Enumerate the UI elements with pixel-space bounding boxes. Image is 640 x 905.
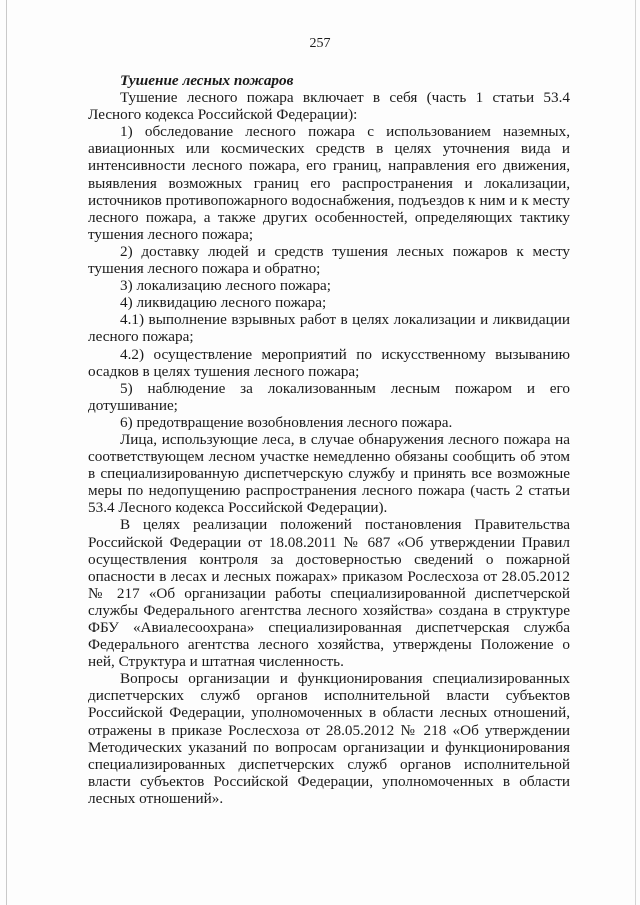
scan-edge-right <box>635 0 636 905</box>
page-number: 257 <box>309 36 331 51</box>
paragraph-intro: Тушение лесного пожара включает в себя (часть 1 статьи 53.4 Лесного кодекса Российской Федерации): <box>88 89 570 124</box>
list-item-4-1: 4.1) выполнение взрывных работ в целях локализации и ликвидации лесного пожара; <box>88 311 570 346</box>
document-body <box>88 68 570 807</box>
list-item-6: 6) предотвращение возобновления лесного пожара. <box>120 413 453 431</box>
paragraph-regional-services: Вопросы организации и функционирования специализированных диспетчерских служб органов исполнительной власти субъектов Российской Федерации, уполномоченных в области лесных отношений, отражены в приказе Рослесхоза от 28.05.2012 № 218 «Об утверждении Методических указаний по вопросам организации и функционирования специализированных диспетчерских служб органов исполнительной власти субъектов Российской Федерации, уполномоченных в области лесных отношений». <box>88 670 570 807</box>
list-item-5: 5) наблюдение за локализованным лесным пожаром и его дотушивание; <box>88 379 570 414</box>
list-item-3: 3) локализацию лесного пожара; <box>120 277 332 295</box>
paragraph-obligations: Лица, использующие леса, в случае обнаружения лесного пожара на соответствующем лесном участке немедленно обязаны сообщить об этом в специализированную диспетчерскую службу и принять все возможные меры по недопущению распространения лесного пожара (часть 2 статьи 53.4 Лесного кодекса Российской Федерации). <box>88 430 570 517</box>
scan-edge-left <box>6 0 7 905</box>
list-item-2: 2) доставку людей и средств тушения лесных пожаров к месту тушения лесного пожара и обратно; <box>88 242 570 278</box>
paragraph-dispatch-service: В целях реализации положений постановления Правительства Российской Федерации от 18.08.2011 № 687 «Об утверждении Правил осуществления контроля за достоверностью сведений о пожарной опасности в лесах и лесных пожарах» приказом Рослесхоза от 28.05.2012 № 217 «Об организации работы специализированной диспетчерской службы Федерального агентства лесного хозяйства» создана в структуре ФБУ «Авиалесоохрана» специализированная диспетчерская служба Федерального агентства лесного хозяйства, утверждены Положение о ней, Структура и штатная численность. <box>88 516 570 671</box>
list-item-4-2: 4.2) осуществление мероприятий по искусственному вызыванию осадков в целях тушения лесного пожара; <box>88 345 570 380</box>
list-item-4: 4) ликвидацию лесного пожара; <box>120 294 327 312</box>
section-heading: Тушение лесных пожаров <box>120 72 294 89</box>
list-item-1: 1) обследование лесного пожара с использованием наземных, авиационных или космических средств в целях уточнения вида и интенсивности лесного пожара, его границ, направления его движения, выявления возможных границ его распространения и локализации, источников противопожарного водоснабжения, подъездов к ним и к месту лесного пожара, а также других особенностей, определяющих тактику тушения лесного пожара; <box>88 123 570 243</box>
